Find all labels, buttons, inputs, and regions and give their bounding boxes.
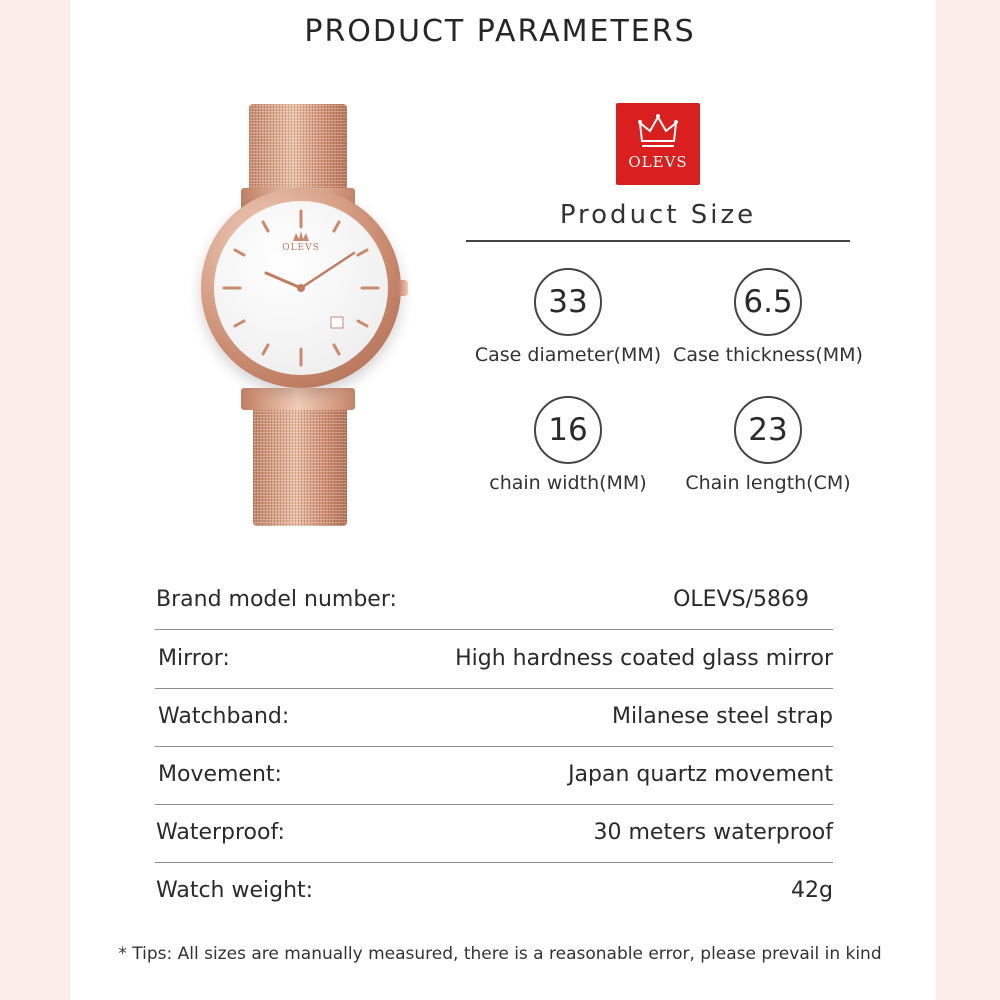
dial-markers (214, 201, 388, 375)
metric-value: 33 (534, 268, 602, 336)
metric-value: 16 (534, 396, 602, 464)
spec-divider (155, 804, 833, 805)
spec-label: Movement: (158, 762, 282, 787)
metric-case-thickness (668, 268, 868, 366)
metric-label: Case diameter(MM) (474, 344, 662, 366)
metric-label: chain width(MM) (489, 472, 647, 494)
spec-value: High hardness coated glass mirror (455, 646, 833, 671)
spec-row-movement (155, 762, 833, 820)
spec-label: Waterproof: (156, 820, 285, 845)
metric-chain-width (468, 396, 668, 494)
spec-row-watchband (155, 704, 833, 762)
page-title: PRODUCT PARAMETERS (304, 14, 696, 49)
brand-logo-text: OLEVS (628, 153, 688, 171)
mesh-strap-bottom (253, 400, 347, 526)
spec-row-mirror (155, 646, 833, 704)
metric-value: 23 (734, 396, 802, 464)
spec-divider (155, 629, 833, 630)
spec-divider (155, 746, 833, 747)
measurement-tips: * Tips: All sizes are manually measured, there is a reasonable error, please prevail in kind (118, 944, 882, 964)
spec-label: Mirror: (158, 646, 230, 671)
dial-logo-text: OLEVS (282, 243, 320, 253)
watch-crown (398, 280, 408, 296)
product-size-title: Product Size (559, 200, 757, 230)
metric-chain-length (668, 396, 868, 494)
spec-value: OLEVS/5869 (673, 587, 809, 612)
spec-divider (155, 688, 833, 689)
watch-case (201, 188, 401, 388)
spec-divider (155, 862, 833, 863)
brand-logo (616, 103, 700, 185)
metric-value: 6.5 (734, 268, 802, 336)
spec-value: Milanese steel strap (612, 704, 833, 729)
spec-label: Brand model number: (156, 587, 397, 612)
spec-value: 42g (791, 878, 833, 903)
metric-label: Chain length(CM) (685, 472, 851, 494)
spec-row-model (155, 587, 833, 645)
watch-image (195, 100, 415, 540)
spec-row-weight (155, 878, 833, 936)
mesh-strap-top (249, 104, 347, 196)
product-size-divider (466, 240, 850, 242)
case-lug-bottom (241, 388, 355, 410)
crown-icon (638, 113, 678, 149)
spec-label: Watch weight: (156, 878, 314, 903)
watch-dial (214, 201, 388, 375)
spec-row-waterproof (155, 820, 833, 878)
spec-value: Japan quartz movement (568, 762, 833, 787)
spec-value: 30 meters waterproof (593, 820, 833, 845)
metric-label: Case thickness(MM) (673, 344, 863, 366)
metric-case-diameter (468, 268, 668, 366)
spec-label: Watchband: (158, 704, 290, 729)
